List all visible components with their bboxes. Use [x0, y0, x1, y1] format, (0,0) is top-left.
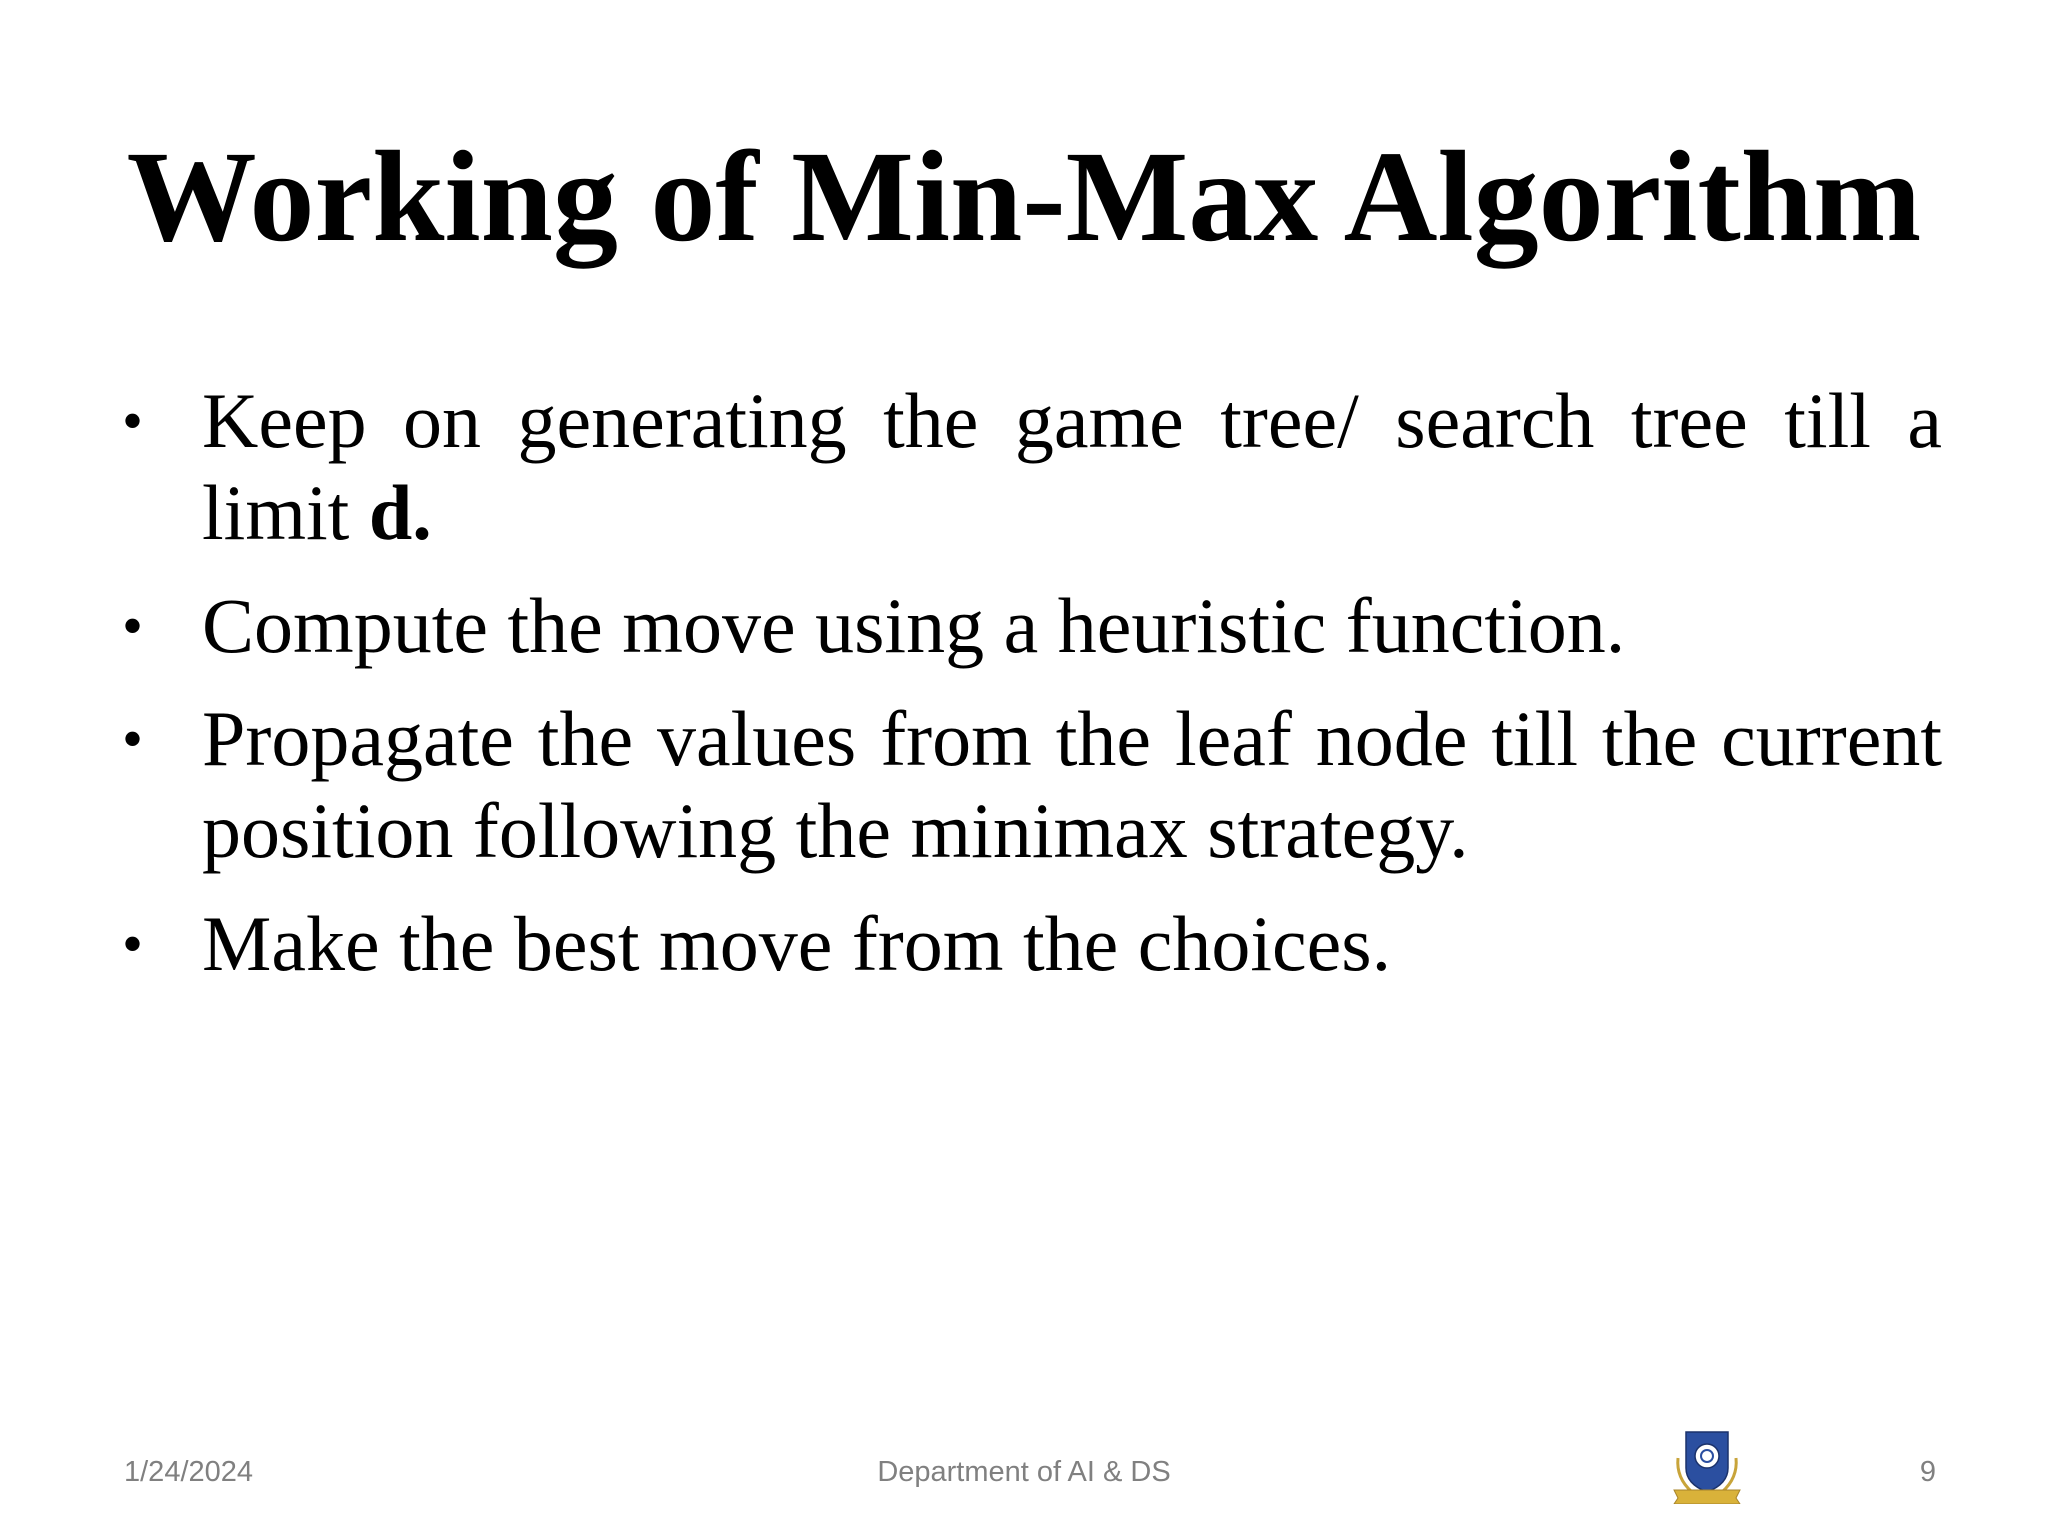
slide-title: Working of Min-Max Algorithm	[126, 125, 1922, 269]
bullet-text: Propagate the values from the leaf node till the current position following the minimax strategy.	[202, 695, 1942, 874]
bullet-dot: •	[122, 593, 144, 659]
bullet-dot: •	[122, 706, 144, 772]
bullet-text-main: Keep on generating the game tree/ search tree till a limit	[202, 377, 1942, 556]
college-emblem-icon	[1672, 1428, 1742, 1504]
footer-page-number: 9	[1919, 1456, 1936, 1488]
bullet-item	[122, 580, 1942, 672]
bullet-text: Compute the move using a heuristic function.	[202, 582, 1626, 669]
footer-department: Department of AI & DS	[877, 1456, 1171, 1488]
footer-date: 1/24/2024	[124, 1456, 254, 1488]
bullet-item	[122, 375, 1942, 559]
bullet-text: Make the best move from the choices.	[202, 900, 1392, 987]
bullet-dot: •	[122, 388, 144, 454]
bullet-list	[122, 375, 1942, 1011]
bullet-text	[202, 375, 1942, 559]
bullet-item	[122, 898, 1942, 990]
bullet-text-bold: d.	[368, 469, 432, 556]
bullet-item	[122, 693, 1942, 877]
bullet-dot: •	[122, 911, 144, 977]
